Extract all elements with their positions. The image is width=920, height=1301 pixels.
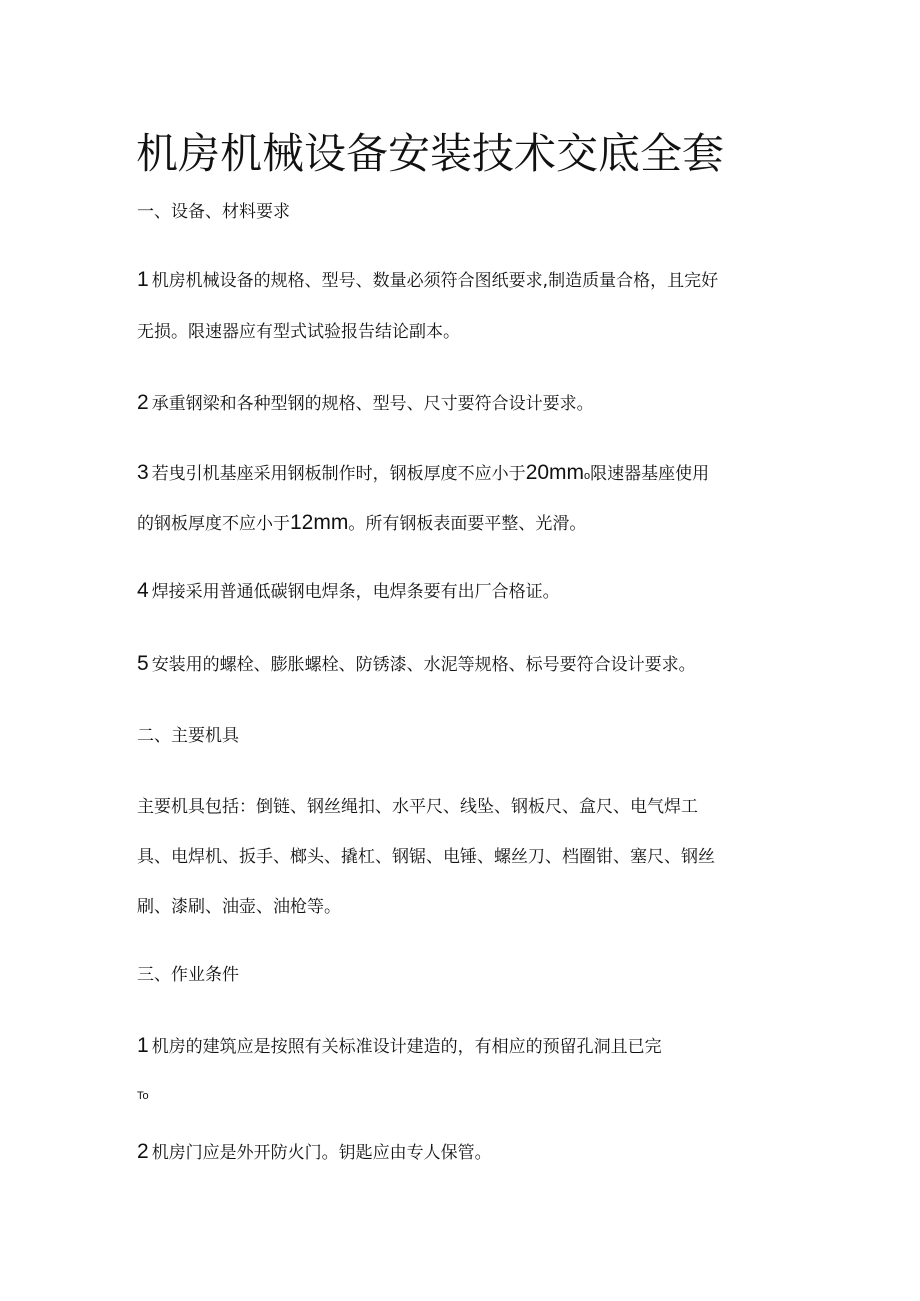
paragraph-item-4 [137, 579, 560, 604]
paragraph-item-5 [137, 652, 696, 677]
tools-paragraph-line-2: 具、电焊机、扳手、榔头、撬杠、钢锯、电锤、螺丝刀、档圈钳、塞尺、钢丝 [137, 847, 715, 867]
stray-mark: o [584, 470, 591, 482]
item-number: 1 [137, 1034, 149, 1057]
conditions-item-1-line-2 [137, 1082, 149, 1108]
section-heading-tools: 二、主要机具 [137, 726, 239, 746]
paragraph-text: 承重钢梁和各种型钢的规格、型号、尺寸要符合设计要求。 [151, 394, 594, 414]
paragraph-text: 安装用的螺栓、膨胀螺栓、防锈漆、水泥等规格、标号要符合设计要求。 [151, 655, 696, 675]
paragraph-text: 限速器基座使用 [590, 464, 710, 484]
page-title: 机房机械设备安装技术交底全套 [136, 129, 725, 178]
paragraph-text: 若曳引机基座采用钢板制作时，钢板厚度不应小于 [151, 464, 526, 484]
paragraph-text: 机房的建筑应是按照有关标准设计建造的，有相应的预留孔洞且已完 [151, 1037, 662, 1057]
paragraph-text: 。所有钢板表面要平整、光滑。 [348, 514, 587, 534]
paragraph-text: 机房门应是外开防火门。钥匙应由专人保管。 [151, 1143, 492, 1163]
paragraph-text: 的钢板厚度不应小于 [137, 514, 290, 534]
paragraph-text: 机房机械设备的规格、型号、数量必须符合图纸要求,制造质量合格，且完好 [151, 271, 719, 291]
tools-paragraph-line-1: 主要机具包括：倒链、钢丝绳扣、水平尺、线坠、钢板尺、盒尺、电气焊工 [137, 797, 698, 817]
item-number: 4 [137, 579, 149, 602]
tools-paragraph-line-3: 刷、漆刷、油壶、油枪等。 [137, 897, 341, 917]
measurement-value: 20mm [525, 461, 585, 484]
stray-mark: To [137, 1090, 149, 1102]
item-number: 1 [137, 268, 149, 291]
item-number: 5 [137, 652, 149, 675]
paragraph-item-3-line-1 [137, 461, 709, 488]
section-heading-conditions: 三、作业条件 [137, 965, 239, 985]
section-heading-materials: 一、设备、材料要求 [137, 202, 290, 222]
paragraph-text: 焊接采用普通低碳钢电焊条，电焊条要有出厂合格证。 [151, 582, 560, 602]
paragraph-item-1-line-1 [137, 268, 718, 293]
item-number: 3 [137, 461, 149, 484]
item-number: 2 [137, 391, 149, 414]
paragraph-item-2 [137, 391, 594, 416]
paragraph-item-1-line-2: 无损。限速器应有型式试验报告结论副本。 [137, 322, 460, 342]
conditions-item-1-line-1 [137, 1034, 662, 1059]
measurement-value: 12mm [290, 511, 349, 534]
item-number: 2 [137, 1140, 149, 1163]
conditions-item-2 [137, 1140, 492, 1165]
paragraph-item-3-line-2 [137, 511, 586, 536]
